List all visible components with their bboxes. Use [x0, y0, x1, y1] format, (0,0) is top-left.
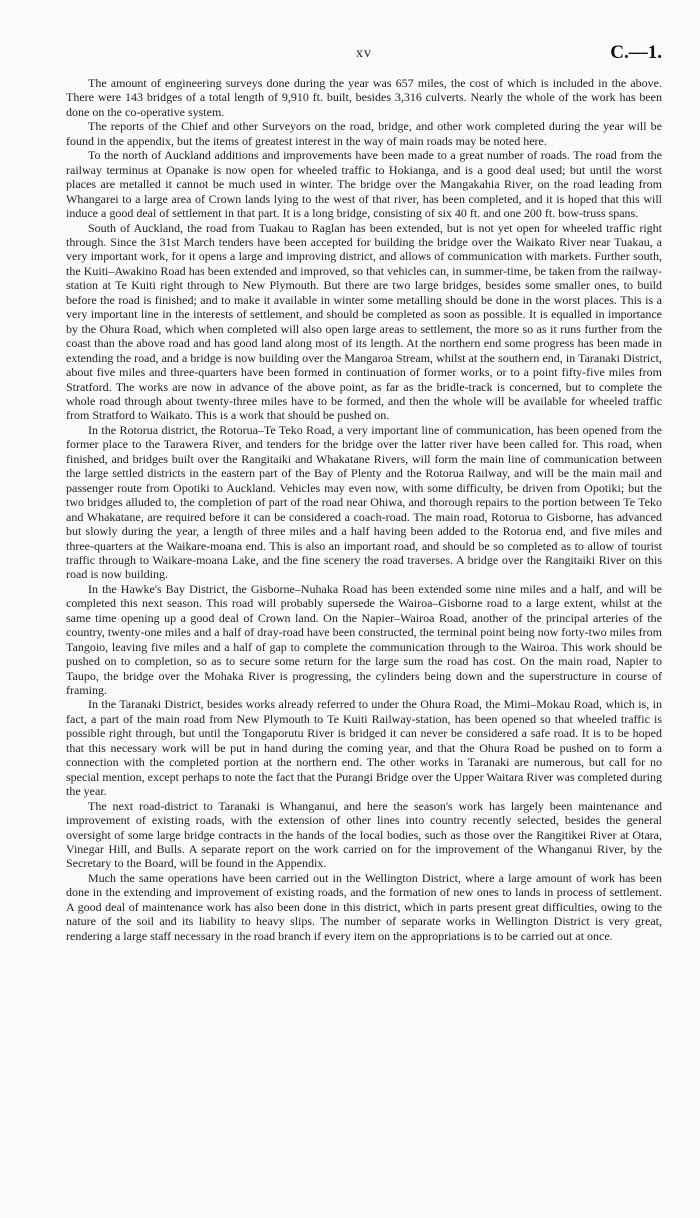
body-text — [66, 76, 662, 943]
paragraph-taranaki: In the Taranaki District, besides works already referred to under the Ohura Road, the Mimi–Mokau Road, which is, in fact, a part of the main road from New Plymouth to Te Kuiti Railway-station, has been opened so that wheeled traffic is possible right through, but until the Tongaporutu River is bridged it can never be considered a safe road. It is to be hoped that this necessary work will be put in hand during the coming year, and that the Ohura Road be pushed on to form a connection with the completed portion at the northern end. The other works in Taranaki are numerous, but call for no special mention, except perhaps to note the fact that the Purangi Bridge over the Upper Waitara River was completed during the year. — [66, 697, 662, 799]
paragraph-surveys: The amount of engineering surveys done during the year was 657 miles, the cost of which is included in the above. There were 143 bridges of a total length of 9,910 ft. built, besides 3,316 culverts. Nearly the whole of the work has been done on the co-operative system. — [66, 76, 662, 119]
paragraph-hawkes-bay: In the Hawke's Bay District, the Gisborne–Nuhaka Road has been extended some nine miles and a half, and will be completed this next season. This road will probably supersede the Wairoa–Gisborne road to a large extent, whilst at the same time opening up a good deal of Crown land. On the Napier–Wairoa Road, another of the principal arteries of the country, twenty-one miles and a half of dray-road have been constructed, the terminal point being now forty-two miles from Tangoio, leaving five miles and a half of gap to complete the communication through to the Wairoa. This work should be pushed on to completion, so as to secure some return for the large sum the road has cost. On the main road, Napier to Taupo, the bridge over the Mohaka River is progressing, the cylinders being down and the superstructure in course of framing. — [66, 581, 662, 698]
paragraph-reports: The reports of the Chief and other Surveyors on the road, bridge, and other work completed during the year will be found in the appendix, but the items of greatest interest in the way of main roads may be noted here. — [66, 119, 662, 148]
paragraph-rotorua: In the Rotorua district, the Rotorua–Te Teko Road, a very important line of communication, has been opened from the former place to the Tarawera River, and tenders for the bridge over the latter river have been called for. This road, when finished, and bridges built over the Rangitaiki and Whakatane Rivers, will form the main line of communication between the large settled districts in the eastern part of the Bay of Plenty and the Rotorua Railway, and will be the main mail and passenger route from Opotiki to Auckland. Vehicles may even now, with some difficulty, be driven from Opotiki; but the two bridges alluded to, the completion of part of the road near Ohiwa, and thorough repairs to the portion between Te Teko and Whakatane, are required before it can be considered a coach-road. The main road, Rotorua to Gisborne, has advanced but slowly during the year, a length of three miles and a half having been added to the Rotorua end, and five miles and three-quarters at the Waikare-moana end. This is also an important road, and should be so completed as to allow of tourist traffic through to Waikare-moana Lake, and the fine scenery the road traverses. A bridge over the Rangitaiki River on this road is now building. — [66, 422, 662, 582]
paragraph-south-auckland: South of Auckland, the road from Tuakau to Raglan has been extended, but is not yet open for wheeled traffic right through. Since the 31st March tenders have been accepted for building the bridge over the Waikato River near Tuakau, a very important work, for it opens a large and improving district, and allows of communication with markets. Further south, the Kuiti–Awakino Road has been extended and improved, so that vehicles can, in summer-time, be taken from the railway-station at Te Kuiti right through to New Plymouth. But there are two large bridges, besides some smaller ones, to build before the road is finished; and to make it available in winter some metalling should be done in the worst places. This is a very important line in the interests of settlement, and should be completed as soon as possible. It is equalled in importance by the Ohura Road, which when completed will also open large areas to settlement, the more so as it runs further from the coast than the above road and has good land along most of its length. At the northern end some progress has been made in extending the road, and a bridge is now building over the Mangaroa Stream, whilst at the southern end, in Taranaki District, about five miles and three-quarters have been formed in continuation of former works, or to a point fifty-five miles from Stratford. The works are now in advance of the above point, as far as the bridle-track is concerned, but to complete the whole road through about twenty-three miles have to be formed, and then the whole will be available for wheeled traffic from Stratford to Waikato. This is a work that should be pushed on. — [66, 220, 662, 423]
page-header — [66, 44, 662, 66]
paragraph-whanganui: The next road-district to Taranaki is Whanganui, and here the season's work has largely been maintenance and improvement of existing roads, with the extension of other lines into country recently selected, besides the general oversight of some large bridge contracts in the hands of the local bodies, such as those over the Rangitikei River at Otara, Vinegar Hill, and Bulls. A separate report on the work carried on for the improvement of the Whanganui River, by the Secretary to the Board, will be found in the Appendix. — [66, 798, 662, 871]
document-reference: C.—1. — [610, 42, 662, 63]
page-number: xv — [356, 46, 372, 61]
paragraph-north-auckland: To the north of Auckland additions and improvements have been made to a great number of roads. The road from the railway terminus at Opanake is now open for wheeled traffic to Hokianga, and is a good deal used; but until the worst places are metalled it cannot be much used in winter. The bridge over the Mangakahia River, on the road leading from Whangarei to a large area of Crown lands lying to the west of that river, has been completed, and it is hoped that this will induce a good deal of settlement in that part. It is a long bridge, consisting of six 40 ft. and one 200 ft. bow-truss spans. — [66, 148, 662, 221]
paragraph-wellington: Much the same operations have been carried out in the Wellington District, where a large amount of work has been done in the extending and improvement of existing roads, and the formation of new ones to lands in process of settlement. A good deal of maintenance work has also been done in this district, which in parts present great difficulties, owing to the nature of the soil and its liability to heavy slips. The number of separate works in Wellington District is very great, rendering a large staff necessary in the road branch if every item on the appropriations is to be carried out at once. — [66, 870, 662, 943]
